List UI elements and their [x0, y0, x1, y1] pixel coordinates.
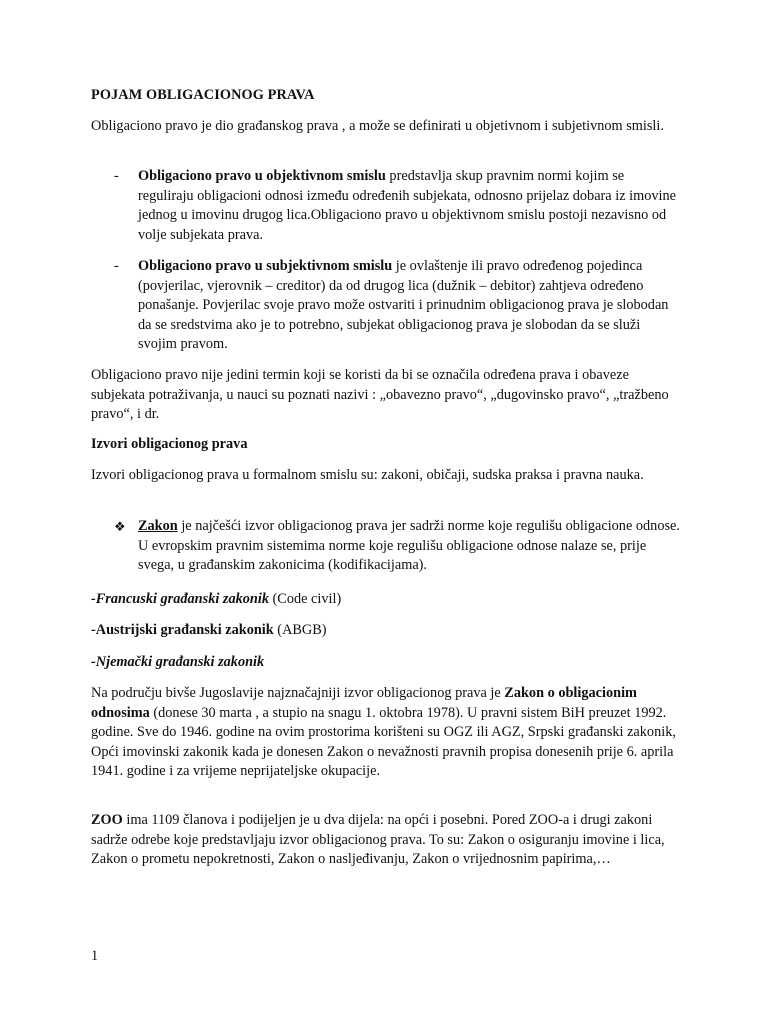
zoo-intro-paragraph: [91, 684, 681, 782]
code-suffix: (Code civil): [268, 591, 342, 607]
bullet-subjective: [138, 257, 681, 355]
bullet-text: predstavlja skup pravnim normi kojim se reguliraju obligacioni odnosi između određenih subjekata, odnosno prijelaz dobara iz imovine jednog u imovinu drugog lica.Obligaciono pravo u objektivnom smislu postoji nezavisno od volje subjekata prava.: [138, 168, 676, 243]
zakon-bullet: [138, 517, 681, 576]
law-name: Zakon o obligacionim odnosima: [91, 685, 637, 721]
page-title: POJAM OBLIGACIONOG PRAVA: [91, 87, 315, 103]
code-item-austrian: [91, 621, 681, 641]
code-name: Njemački građanski zakonik: [95, 654, 265, 670]
bullet-lead: Obligaciono pravo u subjektivnom smislu: [138, 258, 393, 274]
page-number: 1: [91, 948, 99, 964]
bullet-marker: -: [114, 168, 119, 184]
para-text: Na području bivše Jugoslavije najznačajniji izvor obligacionog prava je: [91, 685, 505, 701]
zakon-text: je najčešći izvor obligacionog prava jer sadrži norme koje regulišu obligacione odnose. U evropskim pravnim sistemima norme koje regulišu obligacione odnose nalaze se, prije svega, u građanskim zakonicima (kodifikacijama).: [138, 518, 680, 573]
bullet-marker: -: [114, 258, 119, 274]
terms-paragraph: Obligaciono pravo nije jedini termin koji se koristi da bi se označila određena prava i obaveze subjekata potraživanja, u nauci su poznati nazivi : „obavezno pravo“, „dugovinsko pravo“, „tražbeno pravo“, i dr.: [91, 367, 669, 422]
para-text: ima 1109 članova i podijeljen je u dva dijela: na opći i posebni. Pored ZOO-a i drugi zakoni sadrže odrebe koje predstavljaju izvor obligacionog prava. To su: Zakon o osiguranju imovine i lica, Zakon o prometu nepokretnosti, Zakon o nasljeđivanju, Zakon o vrijednosnim papirima,…: [91, 812, 665, 867]
bullet-objective: [138, 167, 681, 245]
sources-paragraph: Izvori obligacionog prava u formalnom smislu su: zakoni, običaji, sudska praksa i pravna nauka.: [91, 467, 644, 483]
code-name: Austrijski građanski zakonik: [95, 622, 274, 638]
zoo-details-paragraph: [91, 811, 681, 870]
code-item-german: [91, 653, 681, 673]
intro-paragraph: Obligaciono pravo je dio građanskog prava , a može se definirati u objetivnom i subjetivnom smisli.: [91, 118, 664, 134]
bullet-lead: Obligaciono pravo u objektivnom smislu: [138, 168, 386, 184]
code-prefix: -: [91, 654, 96, 670]
code-name: Francuski građanski zakonik: [95, 591, 269, 607]
zakon-lead: Zakon: [138, 518, 178, 534]
diamond-bullet-icon: ❖: [114, 519, 126, 534]
code-item-french: [91, 590, 681, 610]
para-text: (donese 30 marta , a stupio na snagu 1. oktobra 1978). U pravni sistem BiH preuzet 1992. godine. Sve do 1946. godine na ovim prostorima korišteni su OGZ ili AGZ, Srpski građanski zakonik, Opći imovinski zakonik kada je donesen Zakon o nevažnosti pravnih propisa donesenih prije 6. aprila 1941. godine i za vrijeme neprijateljske okupacije.: [91, 704, 676, 779]
code-prefix: -: [91, 622, 96, 638]
zoo-abbrev: ZOO: [91, 812, 123, 828]
code-suffix: (ABGB): [273, 622, 327, 638]
bullet-text: je ovlaštenje ili pravo određenog pojedinca (povjerilac, vjerovnik – creditor) da od drugog lica (dužnik – debitor) zahtjeva određeno ponašanje. Povjerilac svoje pravo može ostvariti i prinudnim obligacionog prava je slobodan da se sredstvima ako je to potrebno, subjekat obligacionog prava je slobodan da se služi svojim pravom.: [138, 258, 669, 352]
code-prefix: -: [91, 591, 96, 607]
section-heading: Izvori obligacionog prava: [91, 436, 248, 452]
